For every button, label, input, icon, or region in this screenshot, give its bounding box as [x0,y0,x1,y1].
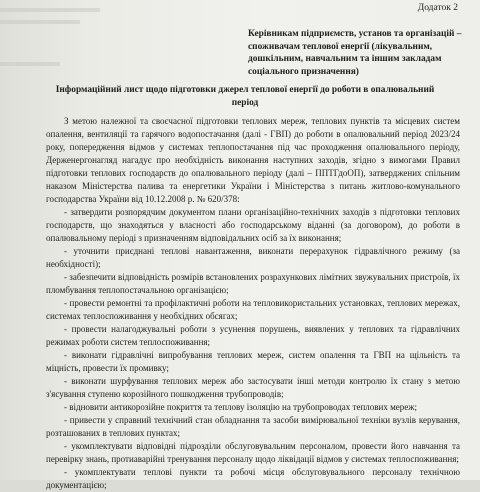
bleed-through-mark [0,20,80,24]
bleed-through-mark [0,62,60,66]
measures-list [46,206,460,492]
list-item: - виконати шурфування теплових мереж або застосувати інші методи контролю їх стану з метою з'ясування ступеню корозійного пошкодження трубопроводів; [46,376,460,399]
intro-paragraph: З метою належної та своєчасної підготовки теплових мереж, теплових пунктів та місцевих систем опалення, вентиляції та гарячого водопостачання (далі - ГВП) до роботи в опалювальний період 2023/24 року, попередження відмов у системах теплопостачання під час проходження опалювального періоду, Держенергонагляд нагадує про необхідність виконання наступних заходів, згідно з вимогами Правил підготовки теплових господарств до опалювального періоду (далі – ППТГдоОП), затверджених спільним наказом Міністерства палива та енергетики України і Міністерства з питань житлово-комунального господарства України від 10.12.2008 р. № 620/378: [46,116,460,204]
list-item: - виконати гідравлічні випробування теплових мереж, систем опалення та ГВП на щільність та міцність, провести їх промивку; [46,350,460,373]
list-item: - провести налагоджувальні роботи з усунення порушень, виявлених у теплових та гідравлічних режимах роботи систем теплоспоживання; [46,324,460,347]
annex-label: Додаток 2 [417,3,458,13]
list-item: - укомплектувати теплові пункти та робочі місця обслуговувального персоналу технічною документацією; [46,467,460,490]
list-item: - провести ремонтні та профілактичні роботи на тепловикористальних установках, теплових мережах, системах теплоспоживання у необхідних обсягах; [46,298,460,321]
list-item: - відновити антикорозійне покриття та теплову ізоляцію на трубопроводах теплових мереж; [64,402,417,412]
addressee-block: Керівникам підприємств, установ та організацій – споживачам теплової енергії (лікувальним, дошкільним, навчальним та іншим закладам соціального призначення) [248,29,462,77]
document-body [46,115,460,492]
list-item: - укомплектувати відповідні підрозділи обслуговувальним персоналом, провести його навчання та перевірку знань, протиаварійні тренування персоналу щодо ліквідації відмов у системах теплоспоживання; [46,441,460,464]
list-item: - забезпечити відповідність розмірів встановлених розрахункових лімітних звужувальних пристроїв, їх пломбування теплопостачальною організацією; [46,272,460,295]
list-item: - затвердити розпорядчим документом плани організаційно-технічних заходів з підготовки теплових господарств, що знаходяться у власності або господарському віданні (за договором), до роботи в опалювальному періоді з призначенням відповідальних осіб за їх виконання; [46,207,460,243]
list-item: - привести у справний технічний стан обладнання та засоби вимірювальної техніки вузлів керування, розташованих в теплових пунктах; [46,415,460,438]
document-title: Інформаційний лист щодо підготовки джерел теплової енергії до роботи в опалювальний період [55,85,435,108]
bleed-through-mark [0,8,100,12]
list-item: - уточнити приєднані теплові навантаження, виконати перерахунок гідравлічного режиму (за необхідності); [46,246,460,269]
